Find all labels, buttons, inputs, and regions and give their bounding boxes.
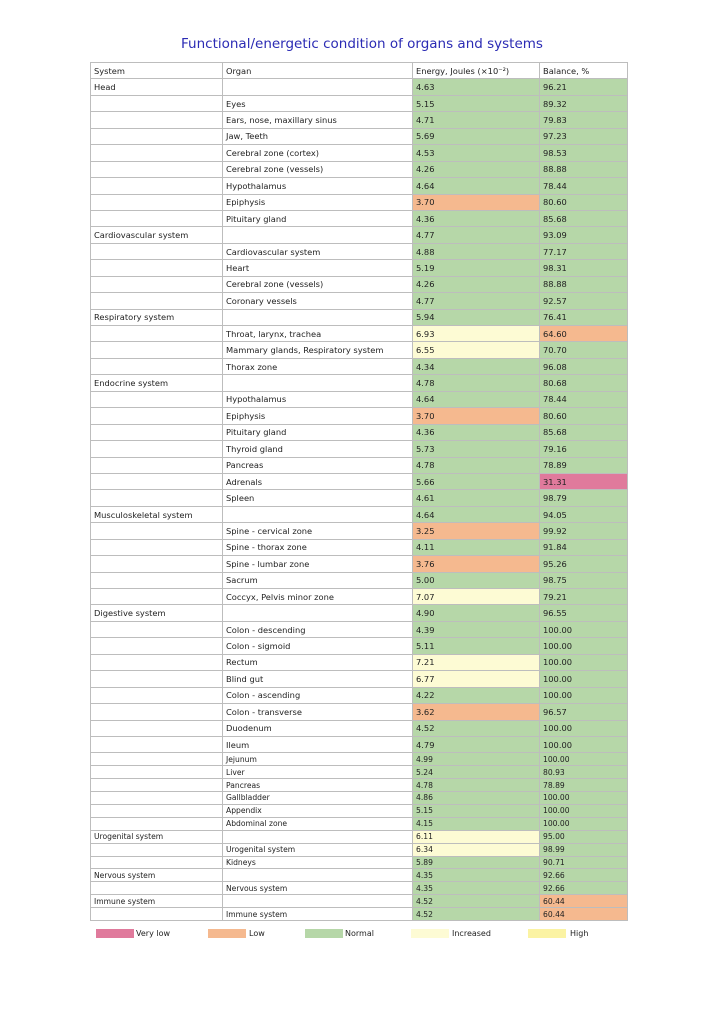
organ-cell bbox=[223, 506, 413, 522]
organ-cell bbox=[223, 79, 413, 95]
table-row bbox=[91, 227, 628, 243]
table-header-row bbox=[91, 63, 628, 79]
organ-cell: Cerebral zone (cortex) bbox=[223, 145, 413, 161]
system-cell bbox=[91, 408, 223, 424]
energy-cell: 4.53 bbox=[413, 145, 540, 161]
balance-cell: 31.31 bbox=[540, 473, 628, 489]
organ-cell: Colon - sigmoid bbox=[223, 638, 413, 654]
legend-label: High bbox=[570, 929, 589, 938]
system-cell bbox=[91, 817, 223, 830]
system-cell bbox=[91, 457, 223, 473]
organ-cell: Liver bbox=[223, 766, 413, 779]
table-row bbox=[91, 882, 628, 895]
energy-cell: 4.77 bbox=[413, 293, 540, 309]
system-cell bbox=[91, 687, 223, 703]
balance-cell: 80.93 bbox=[540, 766, 628, 779]
table-row bbox=[91, 556, 628, 572]
balance-cell: 95.26 bbox=[540, 556, 628, 572]
table-row bbox=[91, 704, 628, 720]
table-row bbox=[91, 178, 628, 194]
energy-cell: 4.64 bbox=[413, 391, 540, 407]
system-cell bbox=[91, 720, 223, 736]
table-row bbox=[91, 779, 628, 792]
organ-cell: Sacrum bbox=[223, 572, 413, 588]
organ-cell: Colon - descending bbox=[223, 621, 413, 637]
balance-cell: 98.53 bbox=[540, 145, 628, 161]
system-cell bbox=[91, 804, 223, 817]
system-cell bbox=[91, 145, 223, 161]
legend-label: Increased bbox=[452, 929, 491, 938]
organ-cell: Ears, nose, maxillary sinus bbox=[223, 112, 413, 128]
energy-cell: 5.15 bbox=[413, 95, 540, 111]
energy-cell: 4.71 bbox=[413, 112, 540, 128]
system-cell bbox=[91, 342, 223, 358]
organ-cell: Pancreas bbox=[223, 457, 413, 473]
system-cell bbox=[91, 243, 223, 259]
system-cell: Nervous system bbox=[91, 869, 223, 882]
table-row bbox=[91, 766, 628, 779]
organ-cell bbox=[223, 375, 413, 391]
organ-cell: Spleen bbox=[223, 490, 413, 506]
energy-cell: 4.34 bbox=[413, 358, 540, 374]
energy-cell: 4.36 bbox=[413, 210, 540, 226]
system-cell bbox=[91, 391, 223, 407]
balance-cell: 85.68 bbox=[540, 424, 628, 440]
energy-cell: 4.26 bbox=[413, 161, 540, 177]
organ-cell: Heart bbox=[223, 260, 413, 276]
organ-cell: Colon - ascending bbox=[223, 687, 413, 703]
system-cell bbox=[91, 572, 223, 588]
organ-cell: Cardiovascular system bbox=[223, 243, 413, 259]
table-row bbox=[91, 210, 628, 226]
table-row bbox=[91, 161, 628, 177]
balance-cell: 98.99 bbox=[540, 843, 628, 856]
system-cell bbox=[91, 424, 223, 440]
balance-cell: 80.68 bbox=[540, 375, 628, 391]
table-row bbox=[91, 572, 628, 588]
energy-cell: 3.76 bbox=[413, 556, 540, 572]
legend-swatch bbox=[411, 929, 449, 938]
table-row bbox=[91, 856, 628, 869]
energy-cell: 4.90 bbox=[413, 605, 540, 621]
organ-cell: Hypothalamus bbox=[223, 391, 413, 407]
balance-cell: 80.60 bbox=[540, 194, 628, 210]
system-cell bbox=[91, 523, 223, 539]
energy-cell: 4.77 bbox=[413, 227, 540, 243]
table-row bbox=[91, 473, 628, 489]
balance-cell: 70.70 bbox=[540, 342, 628, 358]
energy-cell: 5.24 bbox=[413, 766, 540, 779]
system-cell bbox=[91, 556, 223, 572]
energy-cell: 4.39 bbox=[413, 621, 540, 637]
balance-cell: 78.89 bbox=[540, 779, 628, 792]
balance-cell: 92.57 bbox=[540, 293, 628, 309]
balance-cell: 100.00 bbox=[540, 817, 628, 830]
energy-cell: 4.78 bbox=[413, 457, 540, 473]
balance-cell: 100.00 bbox=[540, 654, 628, 670]
column-header-organ: Organ bbox=[223, 63, 413, 79]
organ-cell: Throat, larynx, trachea bbox=[223, 326, 413, 342]
balance-cell: 98.31 bbox=[540, 260, 628, 276]
system-cell bbox=[91, 293, 223, 309]
table-row bbox=[91, 605, 628, 621]
system-cell bbox=[91, 473, 223, 489]
organ-cell: Ileum bbox=[223, 736, 413, 752]
table-row bbox=[91, 358, 628, 374]
table-row bbox=[91, 293, 628, 309]
energy-cell: 7.21 bbox=[413, 654, 540, 670]
balance-cell: 96.08 bbox=[540, 358, 628, 374]
organ-cell: Colon - transverse bbox=[223, 704, 413, 720]
energy-cell: 4.86 bbox=[413, 792, 540, 805]
energy-cell: 4.63 bbox=[413, 79, 540, 95]
energy-cell: 4.26 bbox=[413, 276, 540, 292]
energy-cell: 3.62 bbox=[413, 704, 540, 720]
table-row bbox=[91, 638, 628, 654]
table-row bbox=[91, 908, 628, 921]
system-cell bbox=[91, 736, 223, 752]
energy-cell: 4.11 bbox=[413, 539, 540, 555]
system-cell bbox=[91, 704, 223, 720]
balance-cell: 60.44 bbox=[540, 908, 628, 921]
organ-cell: Spine - lumbar zone bbox=[223, 556, 413, 572]
table-row bbox=[91, 457, 628, 473]
balance-cell: 96.55 bbox=[540, 605, 628, 621]
system-cell bbox=[91, 753, 223, 766]
balance-cell: 88.88 bbox=[540, 276, 628, 292]
organ-cell: Jaw, Teeth bbox=[223, 128, 413, 144]
organ-cell bbox=[223, 830, 413, 843]
energy-cell: 4.64 bbox=[413, 178, 540, 194]
organ-cell bbox=[223, 869, 413, 882]
organ-cell: Gallbladder bbox=[223, 792, 413, 805]
energy-cell: 4.35 bbox=[413, 882, 540, 895]
organ-cell bbox=[223, 309, 413, 325]
system-cell bbox=[91, 178, 223, 194]
balance-cell: 88.88 bbox=[540, 161, 628, 177]
balance-cell: 76.41 bbox=[540, 309, 628, 325]
table-row bbox=[91, 621, 628, 637]
system-cell bbox=[91, 621, 223, 637]
system-cell bbox=[91, 671, 223, 687]
table-row bbox=[91, 830, 628, 843]
energy-cell: 4.61 bbox=[413, 490, 540, 506]
system-cell bbox=[91, 194, 223, 210]
balance-cell: 96.21 bbox=[540, 79, 628, 95]
balance-cell: 98.79 bbox=[540, 490, 628, 506]
legend-swatch bbox=[208, 929, 246, 938]
system-cell: Endocrine system bbox=[91, 375, 223, 391]
organ-cell: Nervous system bbox=[223, 882, 413, 895]
system-cell bbox=[91, 95, 223, 111]
system-cell bbox=[91, 260, 223, 276]
legend bbox=[0, 929, 724, 941]
column-header-balance: Balance, % bbox=[540, 63, 628, 79]
balance-cell: 98.75 bbox=[540, 572, 628, 588]
balance-cell: 100.00 bbox=[540, 753, 628, 766]
organ-cell: Coccyx, Pelvis minor zone bbox=[223, 589, 413, 605]
organ-cell: Adrenals bbox=[223, 473, 413, 489]
energy-cell: 7.07 bbox=[413, 589, 540, 605]
table-row bbox=[91, 490, 628, 506]
table-row bbox=[91, 309, 628, 325]
table-row bbox=[91, 112, 628, 128]
system-cell: Digestive system bbox=[91, 605, 223, 621]
balance-cell: 79.83 bbox=[540, 112, 628, 128]
balance-cell: 95.00 bbox=[540, 830, 628, 843]
organ-cell: Spine - cervical zone bbox=[223, 523, 413, 539]
energy-cell: 5.00 bbox=[413, 572, 540, 588]
energy-cell: 4.15 bbox=[413, 817, 540, 830]
table-row bbox=[91, 895, 628, 908]
organ-cell: Blind gut bbox=[223, 671, 413, 687]
table-row bbox=[91, 589, 628, 605]
system-cell bbox=[91, 276, 223, 292]
table-row bbox=[91, 79, 628, 95]
energy-cell: 4.64 bbox=[413, 506, 540, 522]
balance-cell: 64.60 bbox=[540, 326, 628, 342]
energy-cell: 4.79 bbox=[413, 736, 540, 752]
energy-cell: 6.77 bbox=[413, 671, 540, 687]
system-cell: Cardiovascular system bbox=[91, 227, 223, 243]
table-row bbox=[91, 736, 628, 752]
system-cell bbox=[91, 326, 223, 342]
system-cell: Head bbox=[91, 79, 223, 95]
table-row bbox=[91, 95, 628, 111]
organ-cell: Pituitary gland bbox=[223, 424, 413, 440]
system-cell bbox=[91, 539, 223, 555]
energy-cell: 5.89 bbox=[413, 856, 540, 869]
balance-cell: 100.00 bbox=[540, 720, 628, 736]
energy-cell: 3.70 bbox=[413, 408, 540, 424]
organ-cell: Pancreas bbox=[223, 779, 413, 792]
energy-cell: 5.69 bbox=[413, 128, 540, 144]
balance-cell: 94.05 bbox=[540, 506, 628, 522]
table-row bbox=[91, 194, 628, 210]
balance-cell: 100.00 bbox=[540, 804, 628, 817]
system-cell bbox=[91, 908, 223, 921]
energy-cell: 4.35 bbox=[413, 869, 540, 882]
balance-cell: 78.89 bbox=[540, 457, 628, 473]
system-cell: Urogenital system bbox=[91, 830, 223, 843]
balance-cell: 100.00 bbox=[540, 638, 628, 654]
organ-cell: Mammary glands, Respiratory system bbox=[223, 342, 413, 358]
energy-cell: 4.88 bbox=[413, 243, 540, 259]
organ-cell: Abdominal zone bbox=[223, 817, 413, 830]
organ-cell: Appendix bbox=[223, 804, 413, 817]
system-cell bbox=[91, 792, 223, 805]
legend-label: Very low bbox=[136, 929, 170, 938]
table-row bbox=[91, 869, 628, 882]
energy-cell: 4.52 bbox=[413, 908, 540, 921]
legend-swatch bbox=[528, 929, 566, 938]
energy-cell: 6.93 bbox=[413, 326, 540, 342]
table-row bbox=[91, 145, 628, 161]
system-cell bbox=[91, 161, 223, 177]
table-row bbox=[91, 687, 628, 703]
energy-cell: 3.25 bbox=[413, 523, 540, 539]
balance-cell: 92.66 bbox=[540, 882, 628, 895]
energy-cell: 5.15 bbox=[413, 804, 540, 817]
organ-cell: Coronary vessels bbox=[223, 293, 413, 309]
energy-cell: 5.19 bbox=[413, 260, 540, 276]
balance-cell: 96.57 bbox=[540, 704, 628, 720]
system-cell bbox=[91, 843, 223, 856]
table-body bbox=[91, 79, 628, 921]
organ-cell: Immune system bbox=[223, 908, 413, 921]
balance-cell: 80.60 bbox=[540, 408, 628, 424]
organ-cell: Epiphysis bbox=[223, 194, 413, 210]
table-row bbox=[91, 276, 628, 292]
organ-cell: Thorax zone bbox=[223, 358, 413, 374]
balance-cell: 93.09 bbox=[540, 227, 628, 243]
energy-cell: 5.66 bbox=[413, 473, 540, 489]
energy-cell: 5.11 bbox=[413, 638, 540, 654]
balance-cell: 100.00 bbox=[540, 736, 628, 752]
organ-cell: Rectum bbox=[223, 654, 413, 670]
system-cell bbox=[91, 638, 223, 654]
energy-cell: 5.73 bbox=[413, 441, 540, 457]
energy-cell: 5.94 bbox=[413, 309, 540, 325]
organ-cell: Pituitary gland bbox=[223, 210, 413, 226]
energy-cell: 4.36 bbox=[413, 424, 540, 440]
table-row bbox=[91, 375, 628, 391]
organ-cell: Duodenum bbox=[223, 720, 413, 736]
legend-swatch bbox=[96, 929, 134, 938]
table-row bbox=[91, 441, 628, 457]
system-cell: Respiratory system bbox=[91, 309, 223, 325]
table-row bbox=[91, 408, 628, 424]
system-cell bbox=[91, 882, 223, 895]
balance-cell: 90.71 bbox=[540, 856, 628, 869]
table-row bbox=[91, 424, 628, 440]
energy-cell: 4.52 bbox=[413, 895, 540, 908]
table-row bbox=[91, 671, 628, 687]
system-cell bbox=[91, 441, 223, 457]
organ-cell: Urogenital system bbox=[223, 843, 413, 856]
legend-swatch bbox=[305, 929, 343, 938]
organ-cell: Thyroid gland bbox=[223, 441, 413, 457]
energy-cell: 6.55 bbox=[413, 342, 540, 358]
table-row bbox=[91, 817, 628, 830]
energy-cell: 6.11 bbox=[413, 830, 540, 843]
balance-cell: 89.32 bbox=[540, 95, 628, 111]
organ-cell bbox=[223, 605, 413, 621]
balance-cell: 92.66 bbox=[540, 869, 628, 882]
table-row bbox=[91, 243, 628, 259]
energy-cell: 3.70 bbox=[413, 194, 540, 210]
table-row bbox=[91, 523, 628, 539]
balance-cell: 100.00 bbox=[540, 792, 628, 805]
organ-cell: Spine - thorax zone bbox=[223, 539, 413, 555]
balance-cell: 100.00 bbox=[540, 621, 628, 637]
organ-cell: Kidneys bbox=[223, 856, 413, 869]
system-cell bbox=[91, 589, 223, 605]
page-title: Functional/energetic condition of organs and systems bbox=[181, 36, 543, 52]
system-cell bbox=[91, 856, 223, 869]
table-row bbox=[91, 260, 628, 276]
organ-cell: Epiphysis bbox=[223, 408, 413, 424]
system-cell: Immune system bbox=[91, 895, 223, 908]
energy-cell: 4.22 bbox=[413, 687, 540, 703]
balance-cell: 60.44 bbox=[540, 895, 628, 908]
system-cell: Musculoskeletal system bbox=[91, 506, 223, 522]
organ-cell bbox=[223, 895, 413, 908]
energy-cell: 6.34 bbox=[413, 843, 540, 856]
system-cell bbox=[91, 779, 223, 792]
balance-cell: 97.23 bbox=[540, 128, 628, 144]
organ-cell bbox=[223, 227, 413, 243]
column-header-system: System bbox=[91, 63, 223, 79]
balance-cell: 99.92 bbox=[540, 523, 628, 539]
system-cell bbox=[91, 766, 223, 779]
system-cell bbox=[91, 358, 223, 374]
organ-cell: Cerebral zone (vessels) bbox=[223, 276, 413, 292]
legend-label: Low bbox=[249, 929, 265, 938]
energy-cell: 4.78 bbox=[413, 375, 540, 391]
balance-cell: 79.21 bbox=[540, 589, 628, 605]
balance-cell: 100.00 bbox=[540, 671, 628, 687]
table-row bbox=[91, 843, 628, 856]
organ-cell: Jejunum bbox=[223, 753, 413, 766]
organ-condition-table bbox=[90, 62, 628, 921]
table-row bbox=[91, 539, 628, 555]
balance-cell: 100.00 bbox=[540, 687, 628, 703]
table-row bbox=[91, 720, 628, 736]
organ-cell: Cerebral zone (vessels) bbox=[223, 161, 413, 177]
table-row bbox=[91, 391, 628, 407]
column-header-energy: Energy, Joules (×10⁻²) bbox=[413, 63, 540, 79]
organ-cell: Hypothalamus bbox=[223, 178, 413, 194]
balance-cell: 78.44 bbox=[540, 178, 628, 194]
table-row bbox=[91, 506, 628, 522]
system-cell bbox=[91, 654, 223, 670]
energy-cell: 4.99 bbox=[413, 753, 540, 766]
system-cell bbox=[91, 112, 223, 128]
table-row bbox=[91, 792, 628, 805]
system-cell bbox=[91, 210, 223, 226]
energy-cell: 4.78 bbox=[413, 779, 540, 792]
balance-cell: 77.17 bbox=[540, 243, 628, 259]
table-row bbox=[91, 753, 628, 766]
table-row bbox=[91, 654, 628, 670]
system-cell bbox=[91, 490, 223, 506]
system-cell bbox=[91, 128, 223, 144]
balance-cell: 85.68 bbox=[540, 210, 628, 226]
balance-cell: 91.84 bbox=[540, 539, 628, 555]
balance-cell: 79.16 bbox=[540, 441, 628, 457]
table-row bbox=[91, 804, 628, 817]
table-row bbox=[91, 342, 628, 358]
table-row bbox=[91, 128, 628, 144]
organ-cell: Eyes bbox=[223, 95, 413, 111]
table-row bbox=[91, 326, 628, 342]
legend-label: Normal bbox=[345, 929, 374, 938]
balance-cell: 78.44 bbox=[540, 391, 628, 407]
energy-cell: 4.52 bbox=[413, 720, 540, 736]
